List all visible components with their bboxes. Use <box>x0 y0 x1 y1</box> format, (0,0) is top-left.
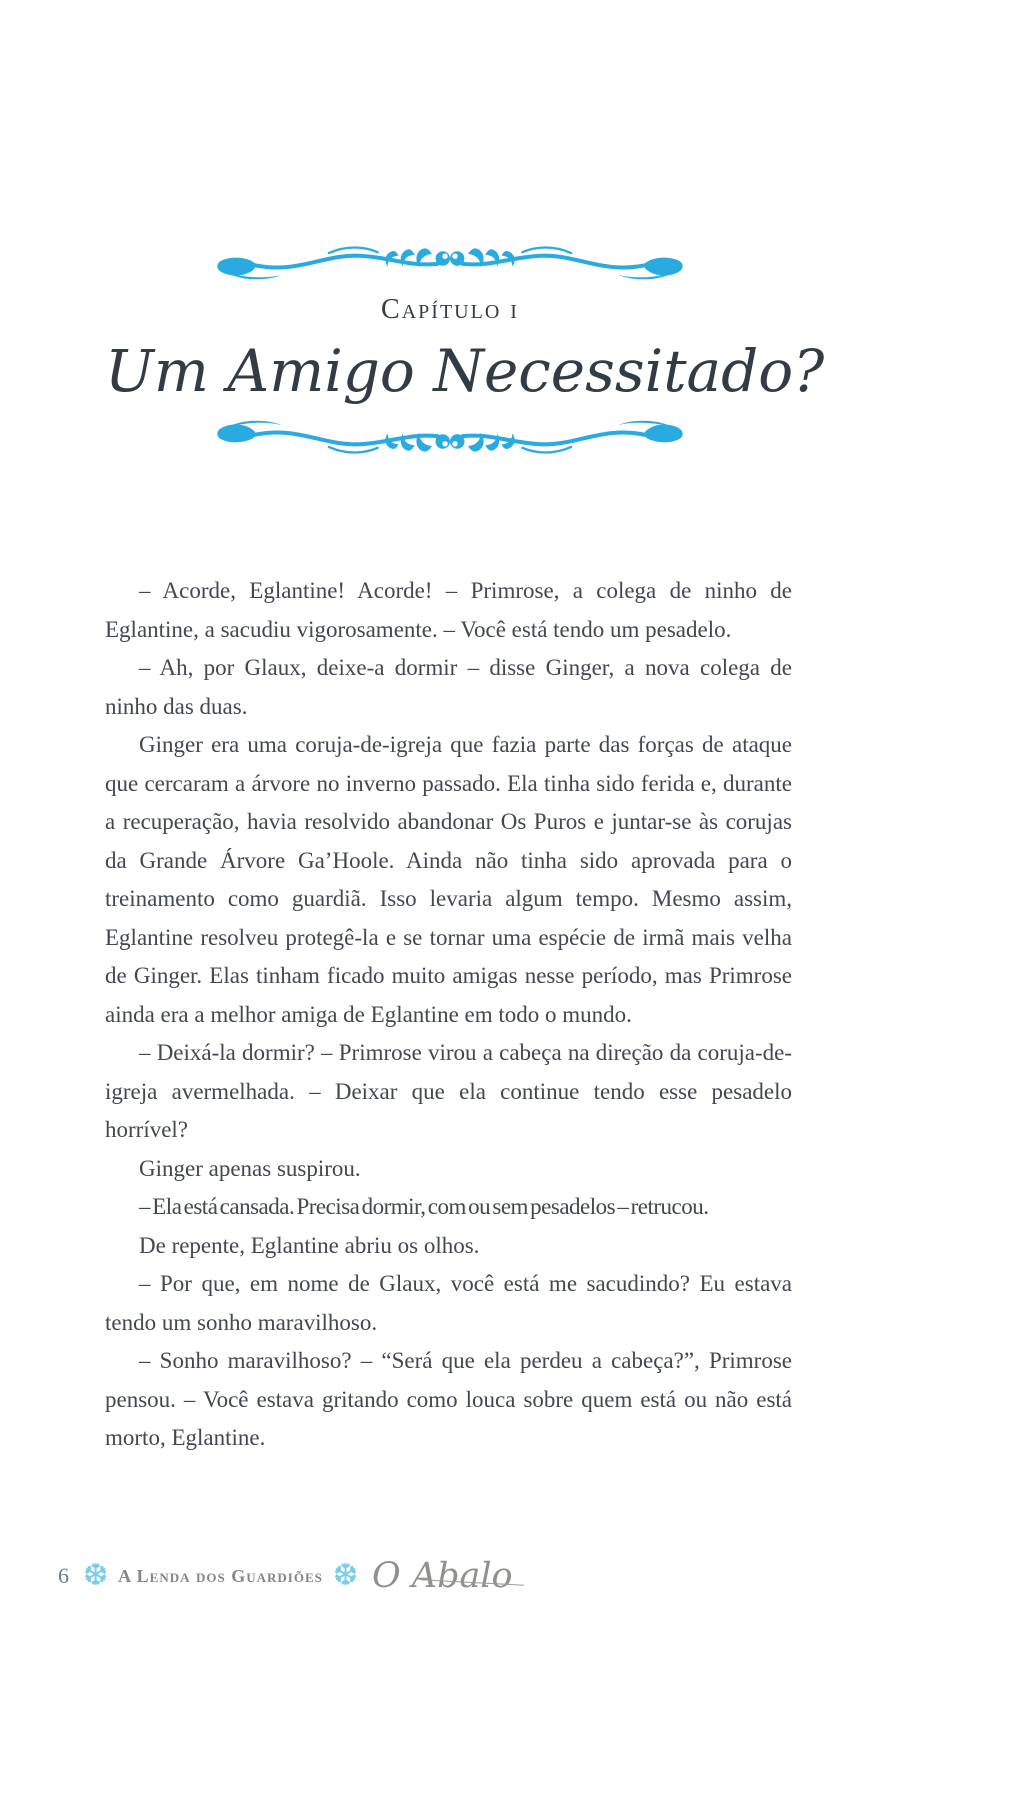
chapter-title: Um Amigo Necessitado? <box>105 337 825 405</box>
page-footer <box>58 1556 513 1596</box>
paragraph: Ginger era uma coruja-de-igreja que fazia parte das forças de ataque que cercaram a árvore no inverno passado. Ela tinha sido ferida e, durante a recuperação, havia resolvido abandonar Os Puros e juntar-se às corujas da Grande Árvore Ga’Hoole. Ainda não tinha sido aprovada para o treinamento como guardiã. Isso levaria algum tempo. Mesmo assim, Eglantine resolveu protegê-la e se tornar uma espécie de irmã mais velha de Ginger. Elas tinham ficado muito amigas nesse período, mas Primrose ainda era a melhor amiga de Eglantine em todo o mundo. <box>105 732 792 1027</box>
page-number: 6 <box>58 1563 69 1588</box>
flourish-divider-top-icon <box>215 240 685 286</box>
snowflake-icon: ❆ <box>83 1558 109 1593</box>
snowflake-icon: ❆ <box>332 1558 358 1593</box>
series-title: A Lenda dos Guardiões <box>118 1565 323 1586</box>
chapter-header <box>105 240 825 460</box>
paragraph: – Deixá-la dormir? – Primrose virou a cabeça na direção da coruja-de-igreja avermelhada. – Deixar que ela continue tendo esse pesadelo horrível? <box>105 1040 792 1142</box>
chapter-label: Capítulo i <box>381 294 519 325</box>
paragraph: De repente, Eglantine abriu os olhos. <box>139 1232 480 1258</box>
paragraph: – Por que, em nome de Glaux, você está me sacudindo? Eu estava tendo um sonho maravilhoso. <box>105 1271 792 1335</box>
paragraph: – Ah, por Glaux, deixe-a dormir – disse Ginger, a nova colega de ninho das duas. <box>105 655 792 719</box>
paragraph: Ginger apenas suspirou. <box>139 1155 361 1181</box>
book-title: O Abalo <box>371 1556 513 1596</box>
paragraph: – Acorde, Eglantine! Acorde! – Primrose, a colega de ninho de Eglantine, a sacudiu vigorosamente. – Você está tendo um pesadelo. <box>105 578 792 642</box>
paragraph: – Sonho maravilhoso? – “Será que ela perdeu a cabeça?”, Primrose pensou. – Você estava gritando como louca sobre quem está ou não está morto, Eglantine. <box>105 1348 792 1450</box>
body-text <box>105 572 792 1458</box>
paragraph: – Ela está cansada. Precisa dormir, com ou sem pesadelos – retrucou. <box>139 1194 709 1219</box>
flourish-divider-bottom-icon <box>215 414 685 460</box>
